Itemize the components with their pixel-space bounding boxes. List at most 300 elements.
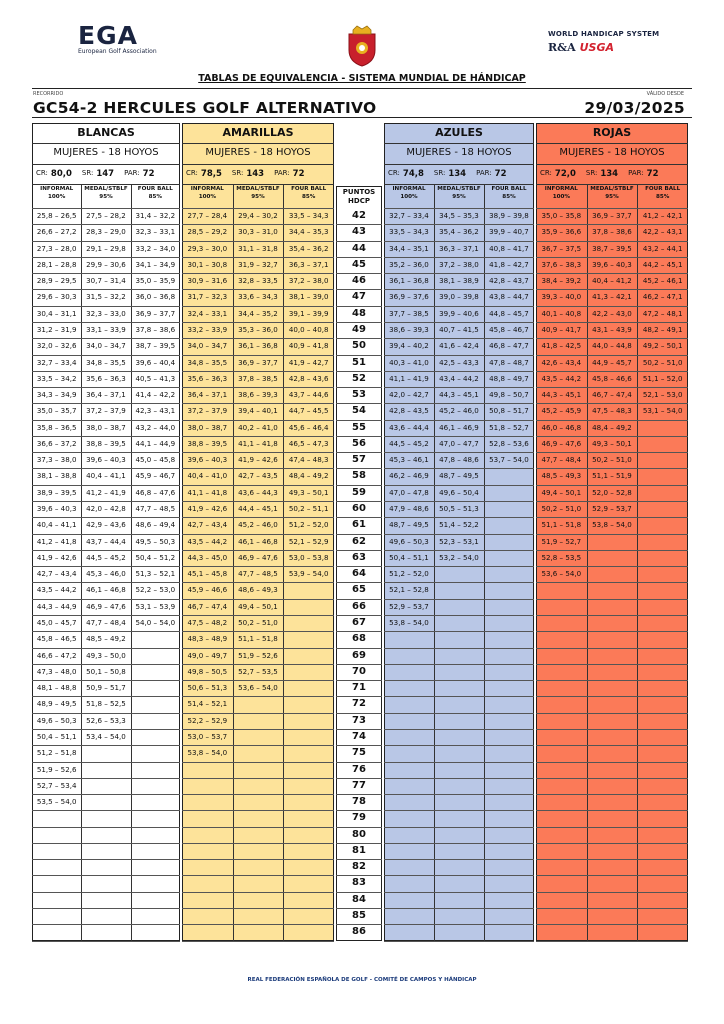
col-header-label: MEDAL/STBLF bbox=[437, 186, 481, 192]
range-cell-medal-stblf: 49,6 – 50,4 bbox=[439, 487, 479, 497]
row-divider bbox=[336, 599, 382, 600]
range-cell-four-ball: 41,8 – 42,7 bbox=[489, 259, 529, 269]
range-cell-medal-stblf: 32,3 – 33,0 bbox=[86, 308, 126, 318]
ega-logo-text: EGA bbox=[78, 21, 138, 50]
range-cell-medal-stblf: 46,1 – 46,8 bbox=[86, 585, 126, 595]
range-cell-informal: 37,6 – 38,3 bbox=[541, 259, 582, 269]
row-divider bbox=[32, 843, 180, 844]
range-cell-informal: 48,1 – 48,8 bbox=[36, 683, 77, 693]
tee-name-blancas: BLANCAS bbox=[77, 126, 135, 139]
puntos-value: 83 bbox=[352, 877, 366, 889]
col-header-label: MEDAL/STBLF bbox=[84, 186, 128, 192]
range-cell-medal-stblf: 38,7 – 39,5 bbox=[592, 243, 632, 253]
range-cell-medal-stblf: 31,9 – 32,7 bbox=[238, 259, 278, 269]
row-divider bbox=[336, 355, 382, 356]
puntos-value: 48 bbox=[352, 307, 366, 319]
range-cell-medal-stblf: 45,3 – 46,0 bbox=[86, 569, 126, 579]
range-cell-four-ball: 45,0 – 45,8 bbox=[135, 455, 176, 465]
range-cell-medal-stblf: 36,4 – 37,1 bbox=[86, 390, 126, 400]
range-cell-medal-stblf: 50,2 – 51,0 bbox=[238, 618, 278, 627]
row-divider bbox=[182, 859, 334, 860]
range-cell-informal: 33,2 – 33,9 bbox=[187, 324, 228, 334]
range-cell-medal-stblf: 46,9 – 47,6 bbox=[86, 601, 126, 611]
course-rating-azules: 74,8 bbox=[402, 169, 424, 179]
range-cell-four-ball: 41,4 – 42,2 bbox=[135, 390, 176, 400]
row-divider bbox=[384, 729, 534, 730]
col-header-medal-stblf-azules bbox=[434, 186, 484, 201]
row-divider bbox=[384, 843, 534, 844]
row-divider bbox=[336, 648, 382, 649]
puntos-value: 61 bbox=[352, 519, 366, 531]
range-cell-four-ball: 44,2 – 45,1 bbox=[642, 259, 683, 269]
range-cell-informal: 49,0 – 49,7 bbox=[187, 650, 228, 660]
range-cell-informal: 48,5 – 49,3 bbox=[541, 471, 582, 481]
puntos-value: 84 bbox=[352, 893, 366, 905]
range-cell-medal-stblf: 51,9 – 52,6 bbox=[238, 650, 278, 660]
range-cell-four-ball: 44,7 – 45,5 bbox=[288, 406, 329, 416]
range-cell-four-ball: 41,2 – 42,1 bbox=[642, 211, 683, 220]
row-divider bbox=[336, 631, 382, 632]
row-divider bbox=[536, 631, 688, 632]
range-cell-medal-stblf: 38,0 – 38,7 bbox=[86, 422, 126, 432]
range-cell-four-ball: 51,8 – 52,7 bbox=[489, 422, 529, 432]
range-cell-medal-stblf: 52,9 – 53,7 bbox=[592, 504, 632, 514]
range-cell-four-ball: 54,0 – 54,0 bbox=[135, 618, 176, 627]
range-cell-informal: 46,6 – 47,2 bbox=[36, 650, 77, 660]
range-cell-informal: 31,7 – 32,3 bbox=[187, 292, 228, 302]
row-divider bbox=[336, 485, 382, 486]
range-cell-four-ball: 36,3 – 37,1 bbox=[288, 259, 329, 269]
col-header-informal-amarillas bbox=[182, 186, 233, 201]
course-name: GC54-2 HERCULES GOLF ALTERNATIVO bbox=[33, 99, 377, 117]
puntos-value: 81 bbox=[352, 844, 366, 856]
cr-label-azules: CR: bbox=[388, 169, 400, 177]
range-cell-informal: 36,9 – 37,6 bbox=[389, 292, 429, 302]
puntos-value: 85 bbox=[352, 910, 366, 922]
row-divider bbox=[336, 452, 382, 453]
row-divider bbox=[32, 941, 180, 942]
row-divider bbox=[536, 843, 688, 844]
range-cell-medal-stblf: 43,7 – 44,4 bbox=[86, 536, 126, 546]
range-cell-four-ball: 45,2 – 46,1 bbox=[642, 276, 683, 286]
puntos-value: 60 bbox=[352, 503, 366, 515]
col-header-label: FOUR BALL bbox=[491, 186, 527, 192]
range-cell-four-ball: 35,0 – 35,9 bbox=[135, 276, 176, 286]
puntos-value: 78 bbox=[352, 796, 366, 808]
puntos-value: 63 bbox=[352, 551, 366, 563]
row-divider bbox=[182, 827, 334, 828]
row-divider bbox=[536, 729, 688, 730]
range-cell-four-ball: 40,9 – 41,8 bbox=[288, 341, 329, 351]
range-cell-four-ball: 52,8 – 53,6 bbox=[489, 438, 529, 448]
slope-rating-blancas: 147 bbox=[96, 169, 115, 179]
tee-subtitle-blancas: MUJERES - 18 HOYOS bbox=[53, 147, 159, 158]
puntos-value: 54 bbox=[352, 405, 366, 417]
row-divider bbox=[536, 696, 688, 697]
range-cell-four-ball: 42,2 – 43,1 bbox=[642, 227, 683, 237]
col-header-label: FOUR BALL bbox=[137, 186, 173, 192]
row-divider bbox=[384, 875, 534, 876]
slope-rating-rojas: 134 bbox=[600, 169, 619, 179]
range-cell-informal: 50,6 – 51,3 bbox=[187, 683, 228, 693]
tee-subtitle-azules: MUJERES - 18 HOYOS bbox=[406, 147, 512, 158]
col-header-medal-stblf-amarillas bbox=[233, 186, 284, 201]
range-cell-medal-stblf: 46,7 – 47,4 bbox=[592, 390, 632, 400]
range-cell-four-ball: 38,1 – 39,0 bbox=[288, 292, 329, 302]
range-cell-informal: 52,9 – 53,7 bbox=[389, 601, 429, 611]
range-cell-four-ball: 51,1 – 52,0 bbox=[642, 373, 683, 383]
row-divider bbox=[536, 680, 688, 681]
range-cell-medal-stblf: 41,2 – 41,9 bbox=[86, 487, 126, 497]
row-divider bbox=[336, 729, 382, 730]
row-divider bbox=[336, 892, 382, 893]
range-cell-four-ball: 42,3 – 43,1 bbox=[135, 406, 176, 416]
range-cell-informal: 41,9 – 42,6 bbox=[187, 504, 228, 514]
range-cell-informal: 45,9 – 46,6 bbox=[187, 585, 228, 595]
range-cell-informal: 49,8 – 50,5 bbox=[187, 666, 228, 676]
row-divider bbox=[336, 713, 382, 714]
col-header-percent: 100% bbox=[48, 193, 66, 200]
range-cell-four-ball: 50,2 – 51,0 bbox=[642, 357, 683, 367]
range-cell-informal: 36,4 – 37,1 bbox=[187, 390, 228, 400]
range-cell-four-ball: 52,1 – 52,9 bbox=[288, 536, 329, 546]
range-cell-medal-stblf: 44,9 – 45,7 bbox=[592, 357, 632, 367]
range-cell-four-ball: 44,8 – 45,7 bbox=[489, 308, 529, 318]
range-cell-informal: 49,6 – 50,3 bbox=[389, 536, 429, 546]
range-cell-four-ball: 47,7 – 48,5 bbox=[135, 504, 176, 514]
range-cell-four-ball: 34,1 – 34,9 bbox=[135, 259, 176, 269]
par-label-azules: PAR: bbox=[476, 169, 492, 177]
row-divider bbox=[536, 648, 688, 649]
col-header-four-ball-blancas bbox=[131, 186, 180, 201]
range-cell-medal-stblf: 33,1 – 33,9 bbox=[86, 324, 126, 334]
whs-logo bbox=[548, 30, 659, 54]
range-cell-medal-stblf: 31,1 – 31,8 bbox=[238, 243, 278, 253]
col-header-percent: 100% bbox=[400, 193, 418, 200]
col-header-percent: 85% bbox=[655, 193, 670, 200]
row-divider bbox=[336, 615, 382, 616]
range-cell-informal: 42,7 – 43,4 bbox=[36, 569, 77, 579]
range-cell-informal: 32,0 – 32,6 bbox=[36, 341, 77, 351]
range-cell-informal: 49,6 – 50,3 bbox=[36, 715, 77, 725]
range-cell-informal: 40,3 – 41,0 bbox=[389, 357, 429, 367]
range-cell-medal-stblf: 51,4 – 52,2 bbox=[439, 520, 479, 530]
row-divider bbox=[384, 745, 534, 746]
range-cell-medal-stblf: 38,8 – 39,5 bbox=[86, 438, 126, 448]
puntos-value: 59 bbox=[352, 486, 366, 498]
divider bbox=[32, 184, 180, 185]
footer-text: REAL FEDERACIÓN ESPAÑOLA DE GOLF - COMITÉ DE CAMPOS Y HÁNDICAP bbox=[247, 977, 477, 983]
range-cell-medal-stblf: 34,5 – 35,3 bbox=[439, 211, 479, 220]
range-cell-informal: 43,6 – 44,4 bbox=[389, 422, 429, 432]
range-cell-informal: 26,6 – 27,2 bbox=[36, 227, 77, 237]
range-cell-medal-stblf: 44,0 – 44,8 bbox=[592, 341, 632, 351]
range-cell-informal: 50,4 – 51,1 bbox=[36, 731, 77, 741]
row-divider bbox=[32, 924, 180, 925]
range-cell-four-ball: 45,8 – 46,7 bbox=[489, 324, 529, 334]
range-cell-four-ball: 34,4 – 35,3 bbox=[288, 227, 329, 237]
usga-logo: USGA bbox=[579, 41, 615, 54]
par-value-rojas: 72 bbox=[646, 169, 659, 179]
range-cell-informal: 38,9 – 39,5 bbox=[36, 487, 77, 497]
range-cell-informal: 45,8 – 46,5 bbox=[36, 634, 77, 644]
range-cell-medal-stblf: 47,0 – 47,7 bbox=[439, 438, 479, 448]
col-header-percent: 85% bbox=[301, 193, 316, 200]
col-header-percent: 85% bbox=[148, 193, 163, 200]
range-cell-informal: 47,5 – 48,2 bbox=[187, 618, 228, 627]
range-cell-four-ball: 46,5 – 47,3 bbox=[288, 438, 329, 448]
range-cell-medal-stblf: 29,1 – 29,8 bbox=[86, 243, 126, 253]
range-cell-four-ball: 49,5 – 50,3 bbox=[135, 536, 176, 546]
col-header-four-ball-rojas bbox=[637, 186, 688, 201]
range-cell-medal-stblf: 50,9 – 51,7 bbox=[86, 683, 126, 693]
range-cell-informal: 44,3 – 45,1 bbox=[541, 390, 582, 400]
range-cell-four-ball: 45,9 – 46,7 bbox=[135, 471, 176, 481]
range-cell-informal: 51,9 – 52,6 bbox=[36, 764, 77, 774]
row-divider bbox=[336, 273, 382, 274]
range-cell-four-ball: 45,6 – 46,4 bbox=[288, 422, 329, 432]
range-cell-informal: 51,1 – 51,8 bbox=[541, 520, 582, 530]
puntos-value: 53 bbox=[352, 389, 366, 401]
row-divider bbox=[336, 696, 382, 697]
col-header-percent: 85% bbox=[502, 193, 516, 200]
range-cell-informal: 44,3 – 44,9 bbox=[36, 601, 77, 611]
range-cell-informal: 38,4 – 39,2 bbox=[541, 276, 582, 286]
range-cell-informal: 44,3 – 45,0 bbox=[187, 552, 228, 562]
range-cell-four-ball: 38,9 – 39,8 bbox=[489, 211, 529, 220]
range-cell-four-ball: 52,1 – 53,0 bbox=[642, 390, 683, 400]
range-cell-informal: 51,2 – 52,0 bbox=[389, 569, 429, 579]
course-rating-line-blancas bbox=[36, 169, 178, 179]
ra-logo: R&A bbox=[548, 41, 576, 54]
range-cell-medal-stblf: 37,2 – 37,9 bbox=[86, 406, 126, 416]
range-cell-informal: 36,6 – 37,2 bbox=[36, 438, 77, 448]
range-cell-informal: 52,2 – 52,9 bbox=[187, 715, 228, 725]
range-cell-medal-stblf: 33,6 – 34,3 bbox=[238, 292, 278, 302]
puntos-value: 79 bbox=[352, 812, 366, 824]
range-cell-medal-stblf: 48,4 – 49,2 bbox=[592, 422, 632, 432]
puntos-label: PUNTOS bbox=[342, 188, 376, 196]
range-cell-informal: 52,1 – 52,8 bbox=[389, 585, 429, 595]
puntos-value: 65 bbox=[352, 584, 366, 596]
puntos-value: 51 bbox=[352, 356, 366, 368]
row-divider bbox=[536, 762, 688, 763]
ega-logo-subtitle: European Golf Association bbox=[78, 48, 157, 55]
puntos-value: 52 bbox=[352, 372, 366, 384]
sr-label-blancas: SR: bbox=[81, 169, 94, 177]
range-cell-medal-stblf: 41,6 – 42,4 bbox=[439, 341, 479, 351]
col-header-percent: 100% bbox=[198, 193, 216, 200]
range-cell-informal: 31,2 – 31,9 bbox=[36, 324, 77, 334]
row-divider bbox=[384, 680, 534, 681]
row-divider bbox=[336, 257, 382, 258]
col-header-label: INFORMAL bbox=[544, 186, 578, 192]
row-divider bbox=[336, 306, 382, 307]
puntos-value: 75 bbox=[352, 747, 366, 759]
range-cell-informal: 40,4 – 41,1 bbox=[36, 520, 77, 530]
range-cell-medal-stblf: 49,3 – 50,1 bbox=[592, 438, 632, 448]
range-cell-medal-stblf: 34,4 – 35,2 bbox=[238, 308, 278, 318]
par-label-rojas: PAR: bbox=[628, 169, 644, 177]
col-header-percent: 100% bbox=[552, 193, 570, 200]
range-cell-informal: 46,2 – 46,9 bbox=[389, 471, 429, 481]
row-divider bbox=[336, 501, 382, 502]
range-cell-medal-stblf: 36,1 – 36,8 bbox=[238, 341, 278, 351]
range-cell-informal: 36,1 – 36,8 bbox=[389, 276, 429, 286]
range-cell-informal: 34,3 – 34,9 bbox=[36, 390, 77, 400]
range-cell-medal-stblf: 44,5 – 45,2 bbox=[86, 552, 126, 562]
row-divider bbox=[384, 908, 534, 909]
row-divider bbox=[32, 827, 180, 828]
range-cell-four-ball: 50,2 – 51,1 bbox=[288, 504, 329, 514]
range-cell-four-ball: 36,9 – 37,7 bbox=[135, 308, 176, 318]
range-cell-medal-stblf: 37,8 – 38,5 bbox=[238, 373, 278, 383]
puntos-value: 66 bbox=[352, 600, 366, 612]
range-cell-medal-stblf: 52,6 – 53,3 bbox=[86, 715, 126, 725]
range-cell-informal: 33,5 – 34,3 bbox=[389, 227, 429, 237]
puntos-value: 50 bbox=[352, 340, 366, 352]
range-cell-informal: 46,7 – 47,4 bbox=[187, 601, 228, 611]
range-cell-informal: 43,5 – 44,2 bbox=[541, 373, 582, 383]
range-cell-four-ball: 51,2 – 52,0 bbox=[288, 520, 329, 530]
range-cell-medal-stblf: 40,7 – 41,5 bbox=[439, 324, 479, 334]
range-cell-informal: 51,4 – 52,1 bbox=[187, 699, 228, 709]
range-cell-informal: 41,1 – 41,9 bbox=[389, 373, 429, 383]
tee-subtitle-amarillas: MUJERES - 18 HOYOS bbox=[205, 147, 311, 158]
puntos-value: 62 bbox=[352, 535, 366, 547]
range-cell-medal-stblf: 46,9 – 47,6 bbox=[238, 552, 278, 562]
divider bbox=[384, 164, 534, 165]
row-divider bbox=[336, 387, 382, 388]
range-cell-four-ball: 50,8 – 51,7 bbox=[489, 406, 529, 416]
row-divider bbox=[336, 794, 382, 795]
range-cell-informal: 51,2 – 51,8 bbox=[36, 748, 77, 758]
puntos-value: 69 bbox=[352, 649, 366, 661]
range-cell-informal: 35,8 – 36,5 bbox=[36, 422, 77, 432]
row-divider bbox=[32, 908, 180, 909]
col-header-percent: 95% bbox=[99, 193, 113, 200]
range-cell-informal: 47,0 – 47,8 bbox=[389, 487, 429, 497]
col-header-percent: 95% bbox=[251, 193, 265, 200]
range-cell-medal-stblf: 45,2 – 46,0 bbox=[439, 406, 479, 416]
range-cell-medal-stblf: 53,4 – 54,0 bbox=[86, 731, 126, 741]
range-cell-informal: 48,3 – 48,9 bbox=[187, 634, 228, 644]
range-cell-medal-stblf: 39,9 – 40,6 bbox=[439, 308, 479, 318]
range-cell-medal-stblf: 43,6 – 44,3 bbox=[238, 487, 278, 497]
range-cell-informal: 30,9 – 31,6 bbox=[187, 276, 228, 286]
course-rating-line-amarillas bbox=[186, 169, 332, 179]
puntos-value: 44 bbox=[352, 242, 366, 254]
range-cell-informal: 37,2 – 37,9 bbox=[187, 406, 228, 416]
row-divider bbox=[536, 810, 688, 811]
range-cell-medal-stblf: 41,3 – 42,1 bbox=[592, 292, 632, 302]
range-cell-informal: 30,4 – 31,1 bbox=[36, 308, 77, 318]
range-cell-informal: 52,8 – 53,5 bbox=[541, 552, 582, 562]
range-cell-medal-stblf: 38,1 – 38,9 bbox=[439, 276, 479, 286]
range-cell-medal-stblf: 52,7 – 53,5 bbox=[238, 666, 278, 676]
range-cell-informal: 38,1 – 38,8 bbox=[36, 471, 77, 481]
course-rating-line-azules bbox=[388, 169, 532, 179]
range-cell-informal: 35,0 – 35,8 bbox=[541, 211, 582, 220]
range-cell-four-ball: 46,8 – 47,7 bbox=[489, 341, 529, 351]
range-cell-four-ball: 40,8 – 41,7 bbox=[489, 243, 529, 253]
puntos-value: 42 bbox=[352, 210, 366, 221]
row-divider bbox=[384, 892, 534, 893]
range-cell-medal-stblf: 28,3 – 29,0 bbox=[86, 227, 126, 237]
range-cell-informal: 48,7 – 49,5 bbox=[389, 520, 429, 530]
range-cell-four-ball: 53,0 – 53,8 bbox=[288, 552, 329, 562]
par-value-blancas: 72 bbox=[142, 169, 155, 179]
range-cell-four-ball: 53,1 – 53,9 bbox=[135, 601, 176, 611]
col-header-percent: 95% bbox=[605, 193, 619, 200]
col-header-label: FOUR BALL bbox=[291, 186, 327, 192]
row-divider bbox=[536, 794, 688, 795]
row-divider bbox=[536, 713, 688, 714]
range-cell-four-ball: 33,5 – 34,3 bbox=[288, 211, 329, 220]
range-cell-four-ball: 39,9 – 40,7 bbox=[489, 227, 529, 237]
divider bbox=[536, 143, 688, 144]
range-cell-four-ball: 52,2 – 53,0 bbox=[135, 585, 176, 595]
puntos-value: 74 bbox=[352, 730, 366, 742]
row-divider bbox=[384, 859, 534, 860]
range-cell-informal: 39,3 – 40,0 bbox=[541, 292, 582, 302]
divider bbox=[182, 184, 334, 185]
row-divider bbox=[182, 762, 334, 763]
range-cell-informal: 41,8 – 42,5 bbox=[541, 341, 582, 351]
row-divider bbox=[536, 859, 688, 860]
puntos-value: 46 bbox=[352, 275, 366, 287]
row-divider bbox=[536, 745, 688, 746]
row-divider bbox=[336, 827, 382, 828]
range-cell-four-ball: 48,2 – 49,1 bbox=[642, 324, 683, 334]
row-divider bbox=[182, 892, 334, 893]
range-cell-medal-stblf: 40,4 – 41,1 bbox=[86, 471, 126, 481]
range-cell-informal: 42,6 – 43,4 bbox=[541, 357, 582, 367]
range-cell-four-ball: 49,2 – 50,1 bbox=[642, 341, 683, 351]
range-cell-medal-stblf: 39,6 – 40,3 bbox=[86, 455, 126, 465]
range-cell-medal-stblf: 49,4 – 50,1 bbox=[238, 601, 278, 611]
divider bbox=[384, 184, 534, 185]
range-cell-medal-stblf: 40,2 – 41,0 bbox=[238, 422, 278, 432]
puntos-value: 77 bbox=[352, 779, 366, 791]
col-header-label: INFORMAL bbox=[190, 186, 224, 192]
range-cell-four-ball: 42,8 – 43,6 bbox=[288, 373, 329, 383]
col-header-four-ball-azules bbox=[484, 186, 534, 201]
range-cell-informal: 41,9 – 42,6 bbox=[36, 552, 77, 562]
range-cell-informal: 47,3 – 48,0 bbox=[36, 666, 77, 676]
range-cell-medal-stblf: 40,4 – 41,2 bbox=[592, 276, 632, 286]
range-cell-medal-stblf: 41,1 – 41,8 bbox=[238, 438, 278, 448]
row-divider bbox=[182, 875, 334, 876]
range-cell-medal-stblf: 27,5 – 28,2 bbox=[86, 211, 126, 220]
range-cell-informal: 35,9 – 36,6 bbox=[541, 227, 582, 237]
range-cell-informal: 29,6 – 30,3 bbox=[36, 292, 77, 302]
range-cell-medal-stblf: 34,8 – 35,5 bbox=[86, 357, 126, 367]
range-cell-four-ball: 48,8 – 49,7 bbox=[489, 373, 529, 383]
range-cell-four-ball: 44,1 – 44,9 bbox=[135, 438, 176, 448]
range-cell-informal: 53,5 – 54,0 bbox=[36, 797, 77, 807]
col-header-label: INFORMAL bbox=[40, 186, 74, 192]
range-cell-four-ball: 47,8 – 48,7 bbox=[489, 357, 529, 367]
range-cell-informal: 46,9 – 47,6 bbox=[541, 438, 582, 448]
range-cell-medal-stblf: 42,2 – 43,0 bbox=[592, 308, 632, 318]
range-cell-medal-stblf: 50,2 – 51,0 bbox=[592, 455, 632, 465]
divider bbox=[536, 164, 688, 165]
puntos-value: 57 bbox=[352, 454, 366, 466]
row-divider bbox=[32, 859, 180, 860]
row-divider bbox=[336, 810, 382, 811]
row-divider bbox=[384, 827, 534, 828]
